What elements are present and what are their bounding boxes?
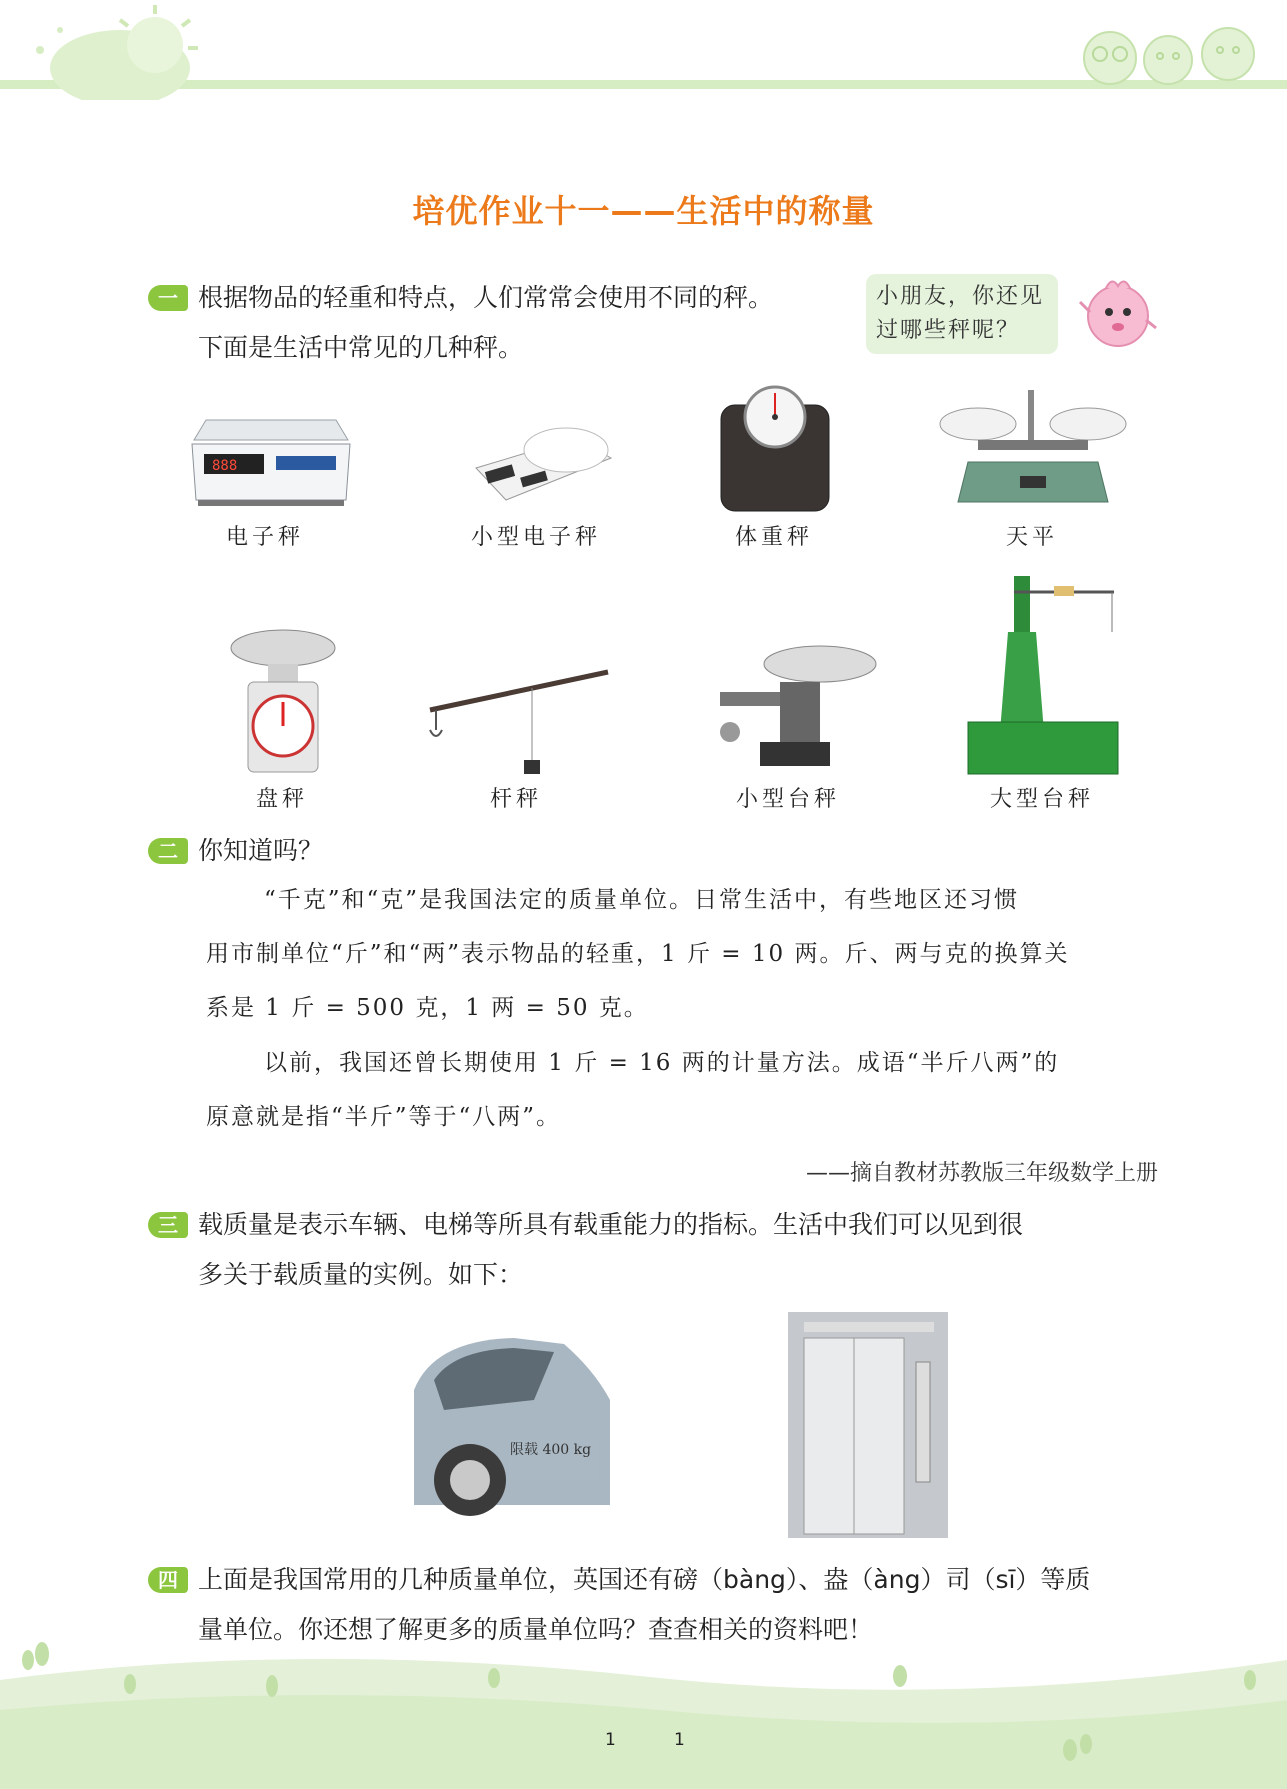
section-3-line: 多关于载质量的实例。如下： (198, 1260, 524, 1289)
elevator-image (788, 1312, 948, 1538)
section-badge-4: 四 (148, 1567, 188, 1593)
para-line: 以前，我国还曾长期使用 1 斤 = 16 两的计量方法。成语“半斤八两”的 (264, 1050, 1060, 1076)
para-line: “千克”和“克”是我国法定的质量单位。日常生活中，有些地区还习惯 (264, 887, 1020, 913)
section-2-heading: 你知道吗？ (198, 836, 324, 865)
para-line: 系是 1 斤 = 500 克，1 两 = 50 克。 (206, 995, 649, 1021)
scale-caption: 小型台秤 (735, 787, 840, 812)
bubble-line: 小朋友，你还见 (876, 284, 1045, 309)
page-number: 1 (674, 1730, 685, 1750)
mascot-icon (1078, 272, 1158, 356)
section-1-line: 根据物品的轻重和特点，人们常常会使用不同的秤。 (198, 283, 774, 312)
scale-caption: 杆秤 (489, 787, 542, 812)
car-image (414, 1330, 610, 1520)
section-4-line: 量单位。你还想了解更多的质量单位吗？查查相关的资料吧！ (198, 1615, 874, 1644)
steelyard-image (420, 660, 610, 780)
dial-scale-image (228, 626, 338, 776)
header-decoration (0, 0, 1287, 100)
page-number: 1 (605, 1730, 616, 1750)
svg-text:888: 888 (212, 458, 238, 474)
section-badge-1: 一 (148, 285, 188, 311)
para-line: 原意就是指“半斤”等于“八两”。 (206, 1104, 562, 1130)
scale-caption: 电子秤 (225, 525, 304, 550)
para-line: 用市制单位“斤”和“两”表示物品的轻重，1 斤 = 10 两。斤、两与克的换算关 (206, 941, 1070, 967)
section-1-text (198, 273, 878, 373)
scale-caption: 小型电子秤 (470, 525, 601, 550)
footer-landscape (0, 1640, 1287, 1789)
small-electronic-scale-image (466, 408, 616, 508)
section-2-paragraph-1 (206, 873, 1156, 1035)
small-platform-scale-image (700, 642, 880, 772)
balance-scale-image (938, 384, 1128, 516)
scale-caption: 天平 (1005, 525, 1058, 550)
speech-bubble-text (876, 280, 1066, 348)
section-4-line: 上面是我国常用的几种质量单位，英国还有磅（bàng）、盎（àng）司（sī）等质 (198, 1565, 1091, 1594)
section-1-line: 下面是生活中常见的几种秤。 (198, 333, 524, 362)
scale-caption: 体重秤 (734, 525, 813, 550)
section-3-text (198, 1200, 1168, 1300)
large-platform-scale-image (964, 572, 1124, 778)
bathroom-scale-image (715, 385, 835, 515)
scale-caption: 大型台秤 (989, 787, 1094, 812)
source-citation: ——摘自教材苏教版三年级数学上册 (805, 1161, 1158, 1186)
bubble-line: 过哪些秤呢？ (876, 318, 1021, 343)
electronic-scale-image (186, 410, 356, 510)
section-3-line: 载质量是表示车辆、电梯等所具有载重能力的指标。生活中我们可以见到很 (198, 1210, 1024, 1239)
section-badge-2: 二 (148, 838, 188, 864)
page-title: 培优作业十一——生活中的称量 (412, 192, 875, 230)
scale-caption: 盘秤 (255, 787, 308, 812)
section-2-paragraph-2 (206, 1036, 1156, 1144)
section-badge-3: 三 (148, 1212, 188, 1238)
car-load-label: 限载 400 kg (510, 1442, 592, 1458)
